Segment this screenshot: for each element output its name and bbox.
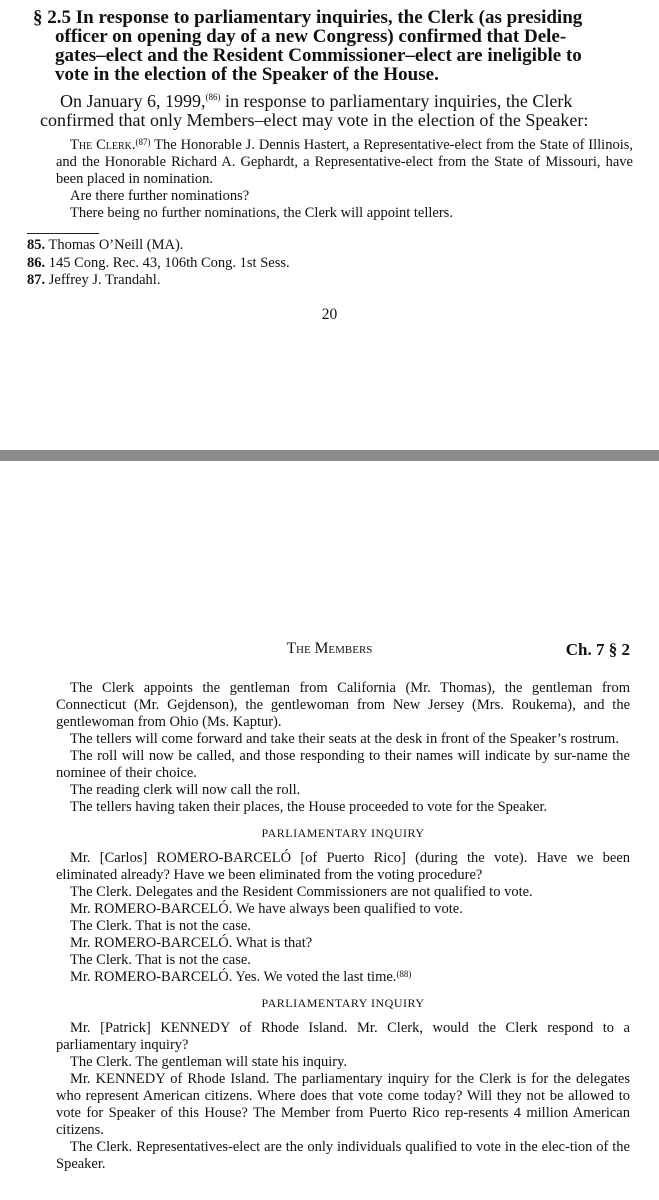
footnote <box>27 255 527 273</box>
exchange-line: Mr. [Carlos] ROMERO-BARCELÓ [of Puerto Rico] (during the vote). Have we been eliminated already? Have we been eliminated from the voting procedure? <box>56 850 630 883</box>
exchange-line: The Clerk. Representatives-elect are the only individuals qualified to vote in the elec-tion of the Speaker. <box>56 1139 630 1172</box>
intro-paragraph <box>40 92 632 130</box>
footnotes <box>27 237 527 290</box>
exchange-line: The Clerk. Delegates and the Resident Commissioners are not qualified to vote. <box>70 884 533 900</box>
footnote-ref: (87) <box>135 137 151 147</box>
intro-text: On January 6, 1999, <box>60 91 206 111</box>
footnote-number: 85. <box>27 237 46 253</box>
page-top <box>0 0 659 450</box>
footnote-ref: (86) <box>205 92 221 102</box>
footnote <box>27 272 527 290</box>
exchange-text: Mr. ROMERO-BARCELÓ. Yes. We voted the last time. <box>70 969 397 985</box>
heading-line: vote in the election of the Speaker of the House. <box>55 64 439 85</box>
exchange-line: The Clerk. That is not the case. <box>70 952 251 968</box>
footnote-ref: (88) <box>396 969 412 979</box>
paragraph: The tellers having taken their places, the House proceeded to vote for the Speaker. <box>70 799 548 815</box>
inquiry-heading: PARLIAMENTARY INQUIRY <box>261 826 425 840</box>
exchange-line: The Clerk. The gentleman will state his inquiry. <box>70 1054 348 1070</box>
proceedings-text <box>56 680 630 1173</box>
footnote <box>27 237 527 255</box>
exchange-line: Mr. ROMERO-BARCELÓ. We have always been qualified to vote. <box>70 901 463 917</box>
heading-line: § 2.5 In response to parliamentary inquiries, the Clerk (as presiding <box>33 7 583 28</box>
exchange-line <box>56 969 630 986</box>
intro-line-2: confirmed that only Members–elect may vote in the election of the Speaker: <box>40 110 589 130</box>
footnote-rule <box>27 233 99 234</box>
clerk-statement <box>56 137 633 188</box>
paragraph: The reading clerk will now call the roll. <box>70 782 301 798</box>
exchange-line: The Clerk. That is not the case. <box>70 918 251 934</box>
clerk-statement: Are there further nominations? <box>70 188 250 204</box>
paragraph: The tellers will come forward and take their seats at the desk in front of the Speaker’s rostrum. <box>70 731 619 747</box>
footnote-text: Thomas O’Neill (MA). <box>45 237 184 253</box>
footnote-text: 145 Cong. Rec. 43, 106th Cong. 1st Sess. <box>45 254 290 271</box>
exchange-line: Mr. [Patrick] KENNEDY of Rhode Island. Mr. Clerk, would the Clerk respond to a parliamentary inquiry? <box>56 1020 630 1053</box>
page-number: 20 <box>321 306 338 323</box>
paragraph: The Clerk appoints the gentleman from California (Mr. Thomas), the gentleman from Connecticut (Mr. Gejdenson), the gentlewoman from New Jersey (Mrs. Roukema), and the gentlewoman from Ohio (Ms. Kaptur). <box>56 680 630 730</box>
heading-line: officer on opening day of a new Congress) confirmed that Dele- <box>55 26 567 47</box>
section-heading <box>33 8 633 84</box>
page-bottom <box>0 461 659 1200</box>
chapter-reference: Ch. 7 § 2 <box>565 640 630 659</box>
speaker-label: The Clerk. <box>70 137 136 153</box>
footnote-number: 86. <box>27 254 46 271</box>
quoted-proceedings <box>56 137 633 222</box>
exchange-line: Mr. ROMERO-BARCELÓ. What is that? <box>70 935 313 951</box>
page-divider <box>0 450 659 461</box>
clerk-statement: There being no further nominations, the Clerk will appoint tellers. <box>70 205 453 221</box>
inquiry-heading: PARLIAMENTARY INQUIRY <box>261 996 425 1010</box>
running-head-title: The Members <box>286 640 373 657</box>
statement-text: The Honorable J. Dennis Hastert, a Representative-elect from the State of Illinois, and the Honorable Richard A. Gephardt, a Representative-elect from the State of Missouri, have been placed in nomination. <box>56 137 634 187</box>
footnote-text: Jeffrey J. Trandahl. <box>45 272 161 288</box>
intro-line-1 <box>40 92 632 111</box>
footnote-number: 87. <box>27 272 46 288</box>
paragraph: The roll will now be called, and those responding to their names will indicate by sur-name the nominee of their choice. <box>56 748 630 781</box>
intro-text: in response to parliamentary inquiries, the Clerk <box>220 91 573 111</box>
heading-line: gates–elect and the Resident Commissioner–elect are ineligible to <box>55 45 582 66</box>
exchange-line: Mr. KENNEDY of Rhode Island. The parliamentary inquiry for the Clerk is for the delegates who represent American citizens. Where does that vote come today? Will they not be allowed to vote for Speaker of this House? The Member from Puerto Rico rep-resents 4 million American citizens. <box>56 1071 630 1138</box>
